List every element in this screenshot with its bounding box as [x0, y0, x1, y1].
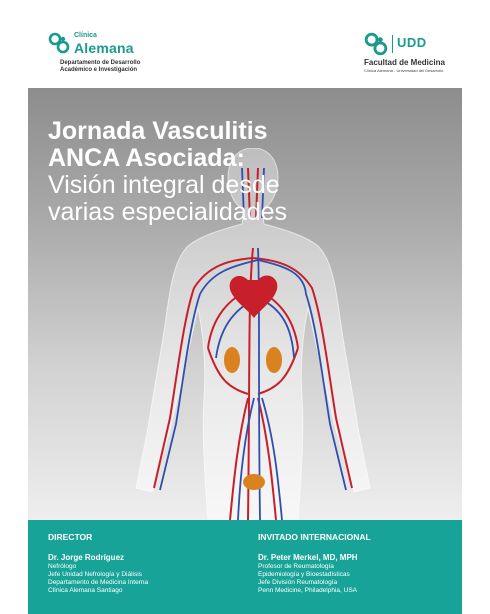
guest-detail: Penn Medicine, Philadelphia, USA — [258, 587, 358, 594]
brand-name: Alemana — [74, 40, 134, 56]
director-name: Dr. Jorge Rodríguez — [48, 553, 125, 562]
udd-wordmark: UDD — [397, 35, 427, 50]
director-detail: Jefe Unidad Nefrología y Diálisis — [48, 571, 142, 578]
left-kidney — [224, 347, 240, 373]
subtitle-line: Visión integral desde — [48, 171, 280, 199]
director-role: DIRECTOR — [48, 532, 93, 542]
poster — [28, 18, 462, 614]
department-line: Departamento de Desarrollo — [60, 60, 141, 66]
director-column — [48, 532, 148, 595]
clinica-alemana-logo — [48, 30, 168, 80]
clinica-alemana-mark-icon — [48, 32, 70, 54]
guest-detail: Jefe División Reumatología — [258, 579, 338, 586]
faculty-subtitle: Clínica Alemana - Universidad del Desarrollo — [364, 68, 444, 73]
logo-separator — [392, 35, 393, 53]
udd-mark-icon — [364, 32, 388, 56]
faculty-name: Facultad de Medicina — [364, 58, 445, 67]
bladder — [243, 474, 265, 490]
guest-detail: Epidemiología y Bioestadísticas — [258, 571, 350, 578]
brand-small-text: Clínica — [74, 32, 97, 39]
right-kidney — [266, 347, 282, 373]
guest-detail: Profesor de Reumatología — [258, 563, 334, 570]
director-detail: Clínica Alemana Santiago — [48, 587, 123, 594]
director-detail: Departamento de Medicina Interna — [48, 579, 149, 586]
guest-column — [258, 532, 371, 595]
department-line: Académico e Investigación — [60, 67, 138, 73]
event-title — [48, 118, 448, 226]
title-line: Jornada Vasculitis — [48, 117, 268, 145]
guest-role: INVITADO INTERNACIONAL — [258, 532, 371, 542]
header — [28, 18, 462, 88]
director-detail: Nefrólogo — [48, 563, 77, 570]
guest-name: Dr. Peter Merkel, MD, MPH — [258, 553, 358, 562]
hero-banner — [28, 88, 462, 520]
udd-faculty-logo — [364, 32, 464, 82]
subtitle-line: varias especialidades — [48, 198, 288, 226]
speakers-footer — [28, 520, 462, 614]
department-name — [60, 60, 180, 74]
title-line: ANCA Asociada: — [48, 144, 245, 172]
